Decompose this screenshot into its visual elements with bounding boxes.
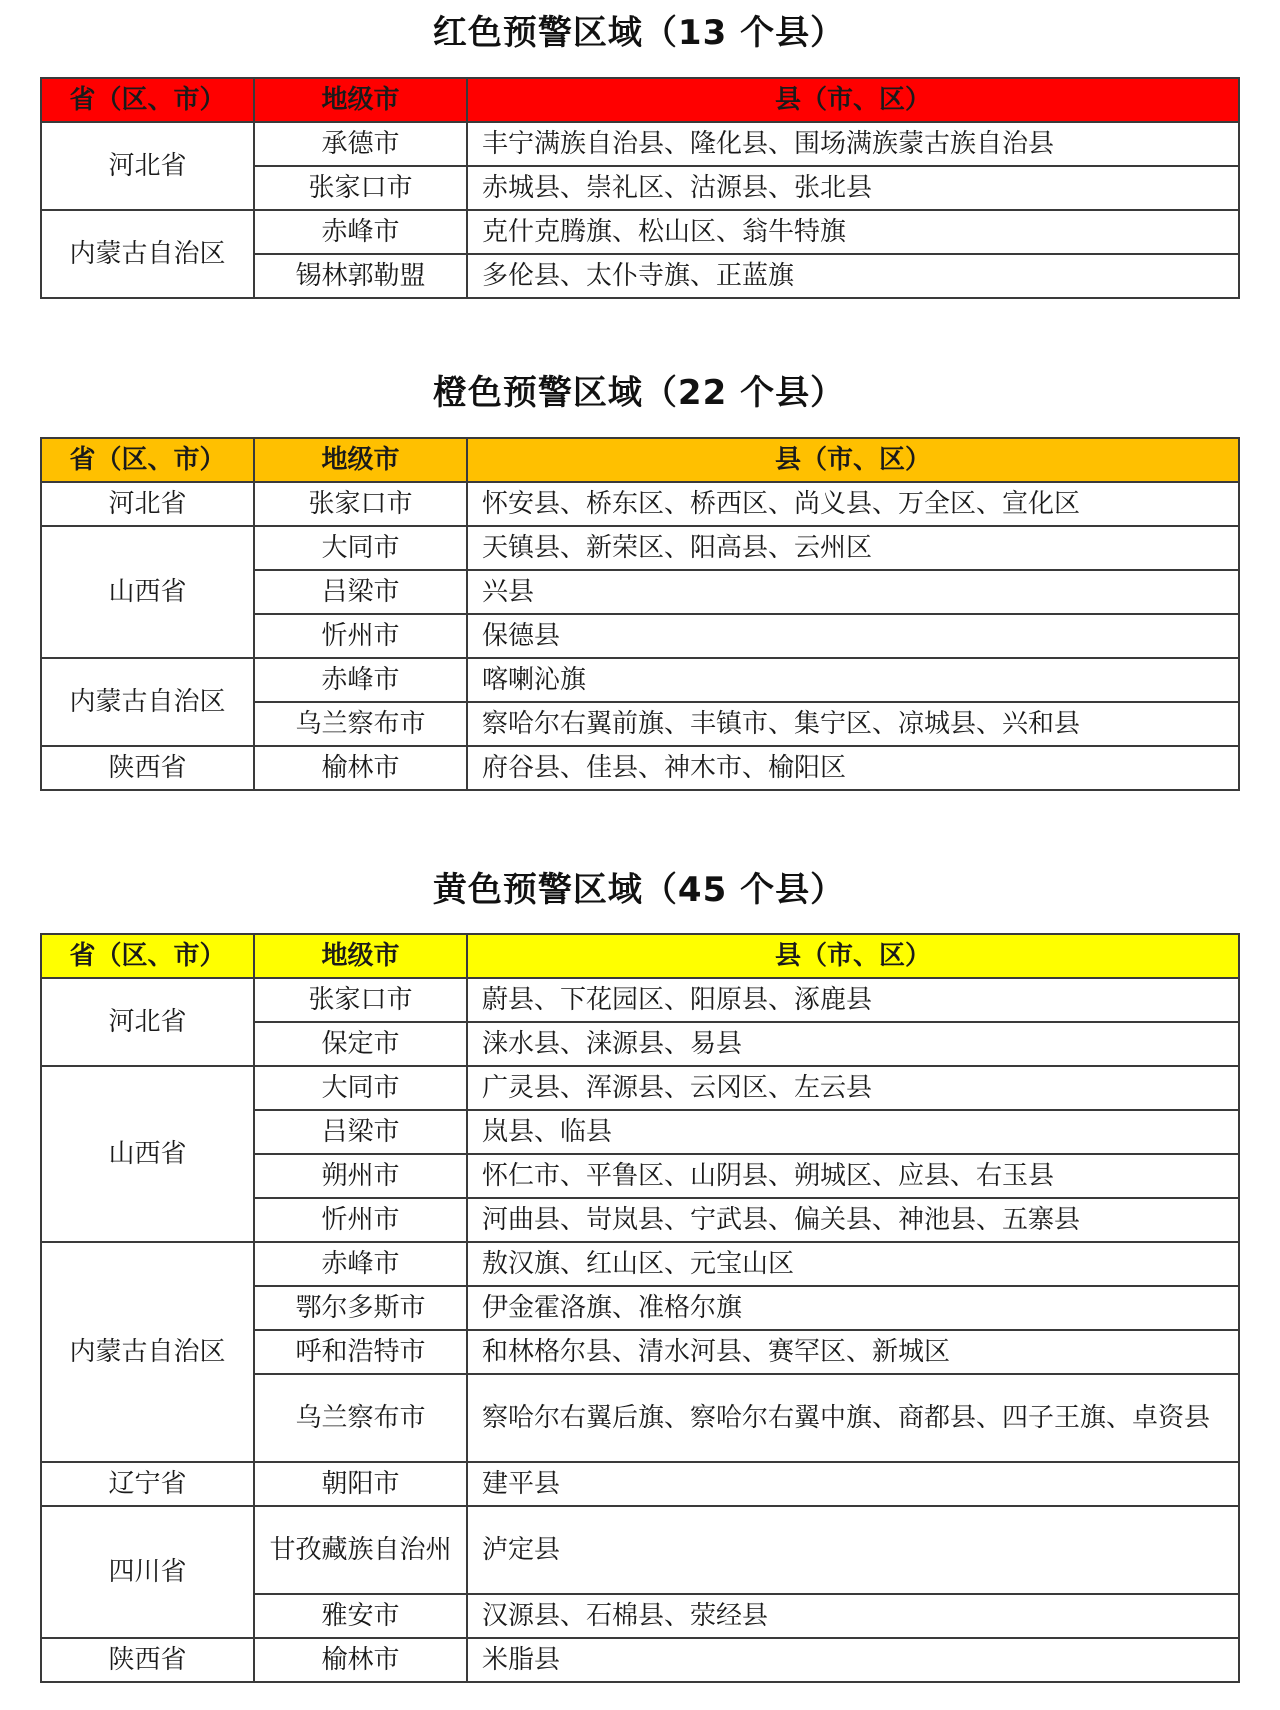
header-province: 省（区、市） [41, 438, 254, 482]
orange-warning-table [40, 437, 1240, 791]
county-cell: 米脂县 [467, 1638, 1239, 1682]
table-row [41, 658, 1239, 702]
county-cell: 多伦县、太仆寺旗、正蓝旗 [467, 254, 1239, 298]
county-cell: 喀喇沁旗 [467, 658, 1239, 702]
county-cell: 岚县、临县 [467, 1110, 1239, 1154]
county-cell: 敖汉旗、红山区、元宝山区 [467, 1242, 1239, 1286]
county-cell: 涞水县、涞源县、易县 [467, 1022, 1239, 1066]
county-cell: 蔚县、下花园区、阳原县、涿鹿县 [467, 978, 1239, 1022]
county-cell: 天镇县、新荣区、阳高县、云州区 [467, 526, 1239, 570]
province-cell: 山西省 [41, 1066, 254, 1242]
province-cell: 陕西省 [41, 1638, 254, 1682]
header-county: 县（市、区） [467, 78, 1239, 122]
county-cell: 察哈尔右翼前旗、丰镇市、集宁区、凉城县、兴和县 [467, 702, 1239, 746]
table-row [41, 482, 1239, 526]
province-cell: 四川省 [41, 1506, 254, 1638]
city-cell: 吕梁市 [254, 570, 467, 614]
county-cell: 兴县 [467, 570, 1239, 614]
province-cell: 内蒙古自治区 [41, 1242, 254, 1462]
table-row [41, 746, 1239, 790]
city-cell: 大同市 [254, 526, 467, 570]
table-header-row [41, 934, 1239, 978]
header-county: 县（市、区） [467, 934, 1239, 978]
city-cell: 榆林市 [254, 746, 467, 790]
county-cell: 河曲县、岢岚县、宁武县、偏关县、神池县、五寨县 [467, 1198, 1239, 1242]
county-cell: 丰宁满族自治县、隆化县、围场满族蒙古族自治县 [467, 122, 1239, 166]
city-cell: 赤峰市 [254, 658, 467, 702]
city-cell: 呼和浩特市 [254, 1330, 467, 1374]
table-row [41, 978, 1239, 1022]
city-cell: 甘孜藏族自治州 [254, 1506, 467, 1594]
county-cell: 汉源县、石棉县、荥经县 [467, 1594, 1239, 1638]
city-cell: 忻州市 [254, 614, 467, 658]
header-city: 地级市 [254, 934, 467, 978]
yellow-warning-title: 黄色预警区域（45 个县） [432, 870, 846, 910]
city-cell: 承德市 [254, 122, 467, 166]
city-cell: 保定市 [254, 1022, 467, 1066]
county-cell: 察哈尔右翼后旗、察哈尔右翼中旗、商都县、四子王旗、卓资县 [467, 1374, 1239, 1462]
city-cell: 朝阳市 [254, 1462, 467, 1506]
table-row [41, 1242, 1239, 1286]
city-cell: 张家口市 [254, 978, 467, 1022]
city-cell: 锡林郭勒盟 [254, 254, 467, 298]
red-warning-table [40, 77, 1240, 299]
header-province: 省（区、市） [41, 78, 254, 122]
county-cell: 克什克腾旗、松山区、翁牛特旗 [467, 210, 1239, 254]
county-cell: 府谷县、佳县、神木市、榆阳区 [467, 746, 1239, 790]
city-cell: 雅安市 [254, 1594, 467, 1638]
province-cell: 河北省 [41, 978, 254, 1066]
yellow-warning-table [40, 933, 1240, 1683]
city-cell: 乌兰察布市 [254, 702, 467, 746]
red-warning-title: 红色预警区域（13 个县） [432, 13, 846, 53]
province-cell: 河北省 [41, 122, 254, 210]
city-cell: 朔州市 [254, 1154, 467, 1198]
header-city: 地级市 [254, 78, 467, 122]
province-cell: 辽宁省 [41, 1462, 254, 1506]
province-cell: 内蒙古自治区 [41, 658, 254, 746]
county-cell: 和林格尔县、清水河县、赛罕区、新城区 [467, 1330, 1239, 1374]
county-cell: 伊金霍洛旗、准格尔旗 [467, 1286, 1239, 1330]
city-cell: 赤峰市 [254, 1242, 467, 1286]
city-cell: 赤峰市 [254, 210, 467, 254]
county-cell: 怀仁市、平鲁区、山阴县、朔城区、应县、右玉县 [467, 1154, 1239, 1198]
table-row [41, 1506, 1239, 1594]
city-cell: 大同市 [254, 1066, 467, 1110]
header-county: 县（市、区） [467, 438, 1239, 482]
city-cell: 榆林市 [254, 1638, 467, 1682]
table-row [41, 526, 1239, 570]
table-row [41, 1066, 1239, 1110]
county-cell: 建平县 [467, 1462, 1239, 1506]
table-row [41, 122, 1239, 166]
province-cell: 河北省 [41, 482, 254, 526]
province-cell: 内蒙古自治区 [41, 210, 254, 298]
city-cell: 吕梁市 [254, 1110, 467, 1154]
city-cell: 乌兰察布市 [254, 1374, 467, 1462]
county-cell: 保德县 [467, 614, 1239, 658]
city-cell: 忻州市 [254, 1198, 467, 1242]
table-header-row [41, 78, 1239, 122]
city-cell: 张家口市 [254, 166, 467, 210]
table-header-row [41, 438, 1239, 482]
table-row [41, 210, 1239, 254]
header-city: 地级市 [254, 438, 467, 482]
orange-warning-title: 橙色预警区域（22 个县） [432, 373, 846, 413]
header-province: 省（区、市） [41, 934, 254, 978]
city-cell: 鄂尔多斯市 [254, 1286, 467, 1330]
city-cell: 张家口市 [254, 482, 467, 526]
county-cell: 泸定县 [467, 1506, 1239, 1594]
county-cell: 赤城县、崇礼区、沽源县、张北县 [467, 166, 1239, 210]
county-cell: 怀安县、桥东区、桥西区、尚义县、万全区、宣化区 [467, 482, 1239, 526]
county-cell: 广灵县、浑源县、云冈区、左云县 [467, 1066, 1239, 1110]
table-row [41, 1638, 1239, 1682]
province-cell: 陕西省 [41, 746, 254, 790]
province-cell: 山西省 [41, 526, 254, 658]
table-row [41, 1462, 1239, 1506]
